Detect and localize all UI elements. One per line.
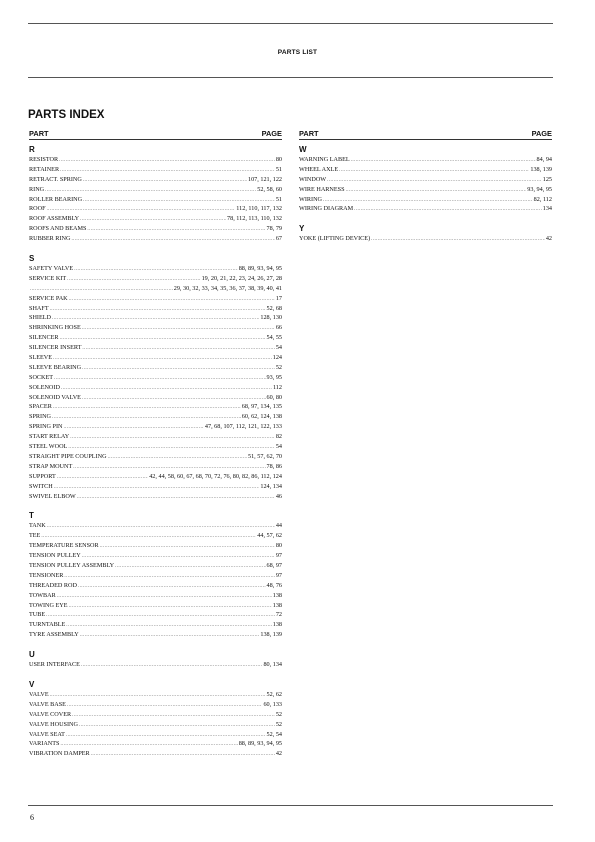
index-entry: [29, 521, 282, 531]
part-name: VALVE: [29, 690, 49, 698]
index-entry: [29, 412, 282, 422]
page-refs: 97: [275, 552, 282, 560]
index-title: PARTS INDEX: [28, 109, 105, 121]
part-name: VALVE COVER: [29, 710, 72, 718]
page-refs: 52, 58, 60: [257, 185, 282, 193]
page-refs: 88, 89, 93, 94, 95: [238, 265, 282, 273]
page-refs: 67: [275, 235, 282, 243]
part-name: STEEL WOOL: [29, 443, 68, 451]
index-entry: [29, 234, 282, 244]
page-refs: 125: [542, 175, 552, 183]
dot-leader: [371, 234, 545, 245]
part-name: SHRINKING HOSE: [29, 324, 81, 332]
index-entry: [299, 175, 552, 185]
part-name: RING: [29, 185, 45, 193]
part-name: SAFETY VALVE: [29, 265, 74, 273]
part-name: SPRING PIN: [29, 423, 63, 431]
page-refs: 138, 139: [530, 165, 552, 173]
page-refs: 42: [545, 235, 552, 243]
page-refs: 54: [275, 443, 282, 451]
index-entry: [29, 323, 282, 333]
part-name: VIBRATION DAMPER: [29, 750, 90, 758]
page-refs: 88, 89, 93, 94, 95: [238, 740, 282, 748]
page-refs: 78, 79: [266, 225, 282, 233]
index-entry: [29, 264, 282, 274]
page-refs: 17: [275, 294, 282, 302]
index-entry: [29, 541, 282, 551]
index-entry: [29, 195, 282, 205]
part-name: SLEEVE: [29, 354, 53, 362]
part-name: VALVE HOUSING: [29, 720, 78, 728]
part-name: SPRING: [29, 413, 52, 421]
index-entry: [29, 720, 282, 730]
index-entry: [29, 492, 282, 502]
index-entry: [29, 373, 282, 383]
index-entry: [29, 343, 282, 353]
part-name: TENSIONER: [29, 571, 64, 579]
index-entry: [29, 333, 282, 343]
part-name: RESISTOR: [29, 156, 59, 163]
page-refs: 60, 62, 124, 138: [241, 413, 282, 421]
part-name: TEMPERATURE SENSOR: [29, 542, 99, 550]
part-name: SWIVEL ELBOW: [29, 492, 76, 500]
index-entry: [299, 195, 552, 205]
index-entry: [29, 204, 282, 214]
part-name: RETAINER: [29, 165, 60, 173]
page-refs: 82, 112: [533, 195, 552, 203]
page-refs: 46: [275, 492, 282, 500]
page-refs: 51: [275, 165, 282, 173]
page-refs: 29, 30, 32, 33, 34, 35, 36, 37, 38, 39, 40, 41: [173, 284, 282, 292]
part-name: WIRING DIAGRAM: [299, 205, 354, 213]
section-letter: T: [29, 511, 34, 521]
index-column-left: [29, 129, 282, 759]
index-entry: [29, 531, 282, 541]
top-rule: [28, 23, 553, 24]
index-entry: [29, 304, 282, 314]
page-refs: 44: [275, 522, 282, 530]
index-entry: [29, 432, 282, 442]
section-letter: U: [29, 650, 35, 660]
index-entry: [29, 274, 282, 284]
page-header: PARTS LIST: [277, 49, 318, 56]
page-column-label: PAGE: [261, 129, 282, 138]
index-entry: [29, 749, 282, 759]
index-entry: [29, 739, 282, 749]
index-entry: [29, 442, 282, 452]
page-refs: 138, 139: [260, 631, 282, 639]
part-name: THREADED ROD: [29, 581, 77, 589]
index-entry: [29, 462, 282, 472]
index-entry: [29, 353, 282, 363]
section-letter: V: [29, 679, 35, 689]
part-name: RUBBER RING: [29, 235, 71, 243]
section-letter: R: [29, 145, 35, 154]
page-refs: 97: [275, 571, 282, 579]
part-name: STRAP MOUNT: [29, 462, 73, 470]
column-header: [29, 129, 282, 140]
part-name: WARNING LABEL: [299, 156, 350, 163]
page-refs: 112, 110, 117, 132: [236, 205, 282, 213]
index-entry: [299, 204, 552, 214]
index-entry: [29, 214, 282, 224]
index-section: [299, 223, 552, 244]
page-refs: 107, 121, 122: [247, 175, 282, 183]
part-name: VALVE SEAT: [29, 730, 65, 738]
index-entry: [29, 690, 282, 700]
page-refs: 44, 57, 62: [257, 532, 282, 540]
part-name: WIRE HARNESS: [299, 185, 345, 193]
page-refs: 52, 62: [266, 690, 282, 698]
dot-leader: [77, 492, 275, 503]
page-refs: 93, 94, 95: [527, 185, 552, 193]
page-refs: 78, 86: [266, 462, 282, 470]
dot-leader: [80, 630, 260, 641]
part-name: RETRACT. SPRING: [29, 175, 82, 183]
column-header: [299, 129, 552, 140]
page-refs: 19, 20, 21, 22, 23, 24, 26, 27, 28: [201, 274, 282, 282]
index-entry: [299, 165, 552, 175]
part-name: SWITCH: [29, 482, 53, 490]
index-entry: [29, 402, 282, 412]
part-name: SERVICE KIT: [29, 274, 67, 282]
page-refs: 48, 76: [266, 581, 282, 589]
part-name: VALVE BASE: [29, 700, 66, 708]
index-entry: [29, 551, 282, 561]
index-entry: [29, 610, 282, 620]
part-name: VARIANTS: [29, 740, 60, 748]
index-entry: [29, 155, 282, 165]
index-column-right: [299, 129, 552, 244]
index-entry: [29, 601, 282, 611]
part-name: SHIELD: [29, 314, 51, 322]
index-entry: [29, 313, 282, 323]
page-refs: 84, 94: [536, 156, 552, 163]
page-refs: 112: [272, 383, 282, 391]
part-column-label: PART: [299, 129, 319, 138]
index-entry: [29, 452, 282, 462]
page-refs: 42: [275, 750, 282, 758]
part-name: SHAFT: [29, 304, 49, 312]
part-name: SILENCER: [29, 334, 59, 342]
part-name: SPACER: [29, 403, 52, 411]
part-name: TYRE ASSEMBLY: [29, 631, 79, 639]
page-refs: 138: [272, 621, 282, 629]
part-name: TEE: [29, 532, 41, 540]
page-refs: 60, 80: [266, 393, 282, 401]
index-entry: [299, 155, 552, 165]
page-refs: 128, 130: [260, 314, 282, 322]
index-entry: [29, 224, 282, 234]
index-entry: [299, 234, 552, 244]
part-name: WHEEL AXLE: [299, 165, 339, 173]
index-section: [29, 144, 282, 244]
dot-leader: [71, 234, 274, 245]
index-entry: [29, 710, 282, 720]
page-refs: 138: [272, 591, 282, 599]
page-refs: 60, 133: [263, 700, 282, 708]
part-name: ROOF ASSEMBLY: [29, 215, 80, 223]
footer-rule: [28, 805, 553, 806]
index-section: [29, 679, 282, 759]
index-section: [29, 510, 282, 640]
index-entry: [29, 165, 282, 175]
part-name: SILENCER INSERT: [29, 344, 82, 352]
index-entry: [29, 700, 282, 710]
page-refs: 124, 134: [260, 482, 282, 490]
part-name: ROLLER BEARING: [29, 195, 83, 203]
page-refs: 82: [275, 433, 282, 441]
part-name: STRAIGHT PIPE COUPLING: [29, 452, 107, 460]
index-entry: [299, 185, 552, 195]
index-entry: [29, 383, 282, 393]
page-column-label: PAGE: [531, 129, 552, 138]
index-entry: [29, 482, 282, 492]
page-refs: 93, 95: [266, 373, 282, 381]
index-entry: [29, 472, 282, 482]
index-section: [29, 253, 282, 501]
index-entry: [29, 422, 282, 432]
part-name: YOKE (LIFTING DEVICE): [299, 235, 371, 243]
part-name: SLEEVE BEARING: [29, 363, 82, 371]
part-name: TENSION PULLEY: [29, 552, 81, 560]
part-name: TUBE: [29, 611, 46, 619]
index-entry: [29, 294, 282, 304]
index-entry: [29, 581, 282, 591]
dot-leader: [354, 204, 542, 215]
dot-leader: [81, 660, 263, 671]
index-entry: [29, 393, 282, 403]
index-entry: [29, 175, 282, 185]
index-entry: [29, 185, 282, 195]
part-column-label: PART: [29, 129, 49, 138]
page-number: 6: [30, 813, 34, 822]
page-refs: 42, 44, 58, 60, 67, 68, 70, 72, 76, 80, 82, 86, 112, 124: [149, 472, 282, 480]
page-refs: 51, 57, 62, 70: [247, 452, 282, 460]
index-entry: [29, 730, 282, 740]
index-entry: [29, 571, 282, 581]
section-letter: S: [29, 254, 35, 264]
index-section: [29, 649, 282, 670]
part-name: SOCKET: [29, 373, 54, 381]
page-refs: 138: [272, 601, 282, 609]
part-name: WIRING: [299, 195, 323, 203]
part-name: WINDOW: [299, 175, 327, 183]
page-refs: 134: [542, 205, 552, 213]
index-entry: [29, 591, 282, 601]
page-refs: 47, 68, 107, 112, 121, 122, 133: [204, 423, 282, 431]
part-name: SOLENOID VALVE: [29, 393, 81, 401]
page-refs: 72: [275, 611, 282, 619]
page-refs: 80, 134: [263, 661, 282, 669]
part-name: TANK: [29, 522, 46, 530]
header-rule: [28, 77, 553, 78]
page-refs: 78, 112, 113, 110, 132: [227, 215, 282, 223]
part-name: TOWBAR: [29, 591, 56, 599]
page-refs: 68, 97: [266, 561, 282, 569]
part-name: TURNTABLE: [29, 621, 66, 629]
part-name: USER INTERFACE: [29, 661, 80, 669]
part-name: ROOFS AND BEAMS: [29, 225, 87, 233]
page-refs: 54: [275, 344, 282, 352]
page-refs: 52: [275, 710, 282, 718]
page-refs: 68, 97, 134, 135: [241, 403, 282, 411]
index-section: [299, 144, 552, 214]
part-name: START RELAY: [29, 433, 70, 441]
index-entry: [29, 363, 282, 373]
page-refs: 66: [275, 324, 282, 332]
page-refs: 54, 55: [266, 334, 282, 342]
part-name: TENSION PULLEY ASSEMBLY: [29, 561, 115, 569]
page-refs: 52, 68: [266, 304, 282, 312]
page-refs: 80: [275, 156, 282, 163]
index-entry: [29, 620, 282, 630]
index-entry: [29, 630, 282, 640]
part-name: SOLENOID: [29, 383, 60, 391]
part-name: SERVICE PAK: [29, 294, 68, 302]
part-name: TOWING EYE: [29, 601, 68, 609]
page-refs: 80: [275, 542, 282, 550]
index-entry: [29, 660, 282, 670]
page-refs: 52, 54: [266, 730, 282, 738]
page-refs: 51: [275, 195, 282, 203]
page-refs: 124: [272, 354, 282, 362]
index-entry: [29, 284, 282, 294]
page-refs: 52: [275, 363, 282, 371]
part-name: ROOF: [29, 205, 46, 213]
section-letter: W: [299, 145, 307, 154]
part-name: SUPPORT: [29, 472, 56, 480]
dot-leader: [91, 749, 275, 760]
section-letter: Y: [299, 224, 305, 234]
page-refs: 52: [275, 720, 282, 728]
index-entry: [29, 561, 282, 571]
